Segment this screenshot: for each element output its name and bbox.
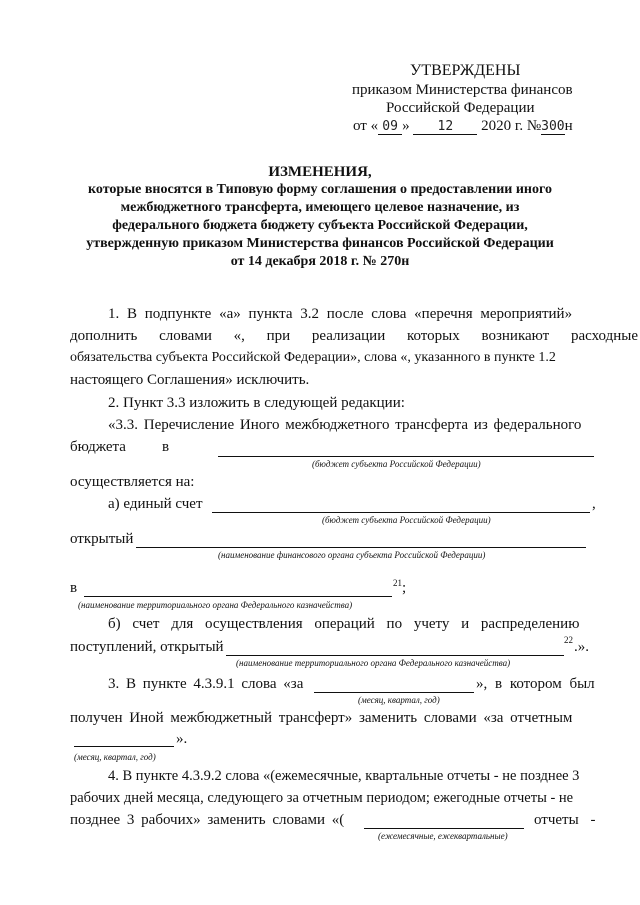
p3-line-3: осуществляется на: <box>70 474 195 490</box>
date-prefix: от « <box>353 118 379 134</box>
item4-line-3b: отчеты - <box>534 812 596 828</box>
caption-period-2: (месяц, квартал, год) <box>74 752 156 762</box>
b-line-1: б) счет для осуществления операций по учету и распределению <box>108 616 580 632</box>
fin-organ-line <box>136 547 586 548</box>
period-line-2 <box>74 746 174 747</box>
opened-label: открытый <box>70 531 134 547</box>
item3-start: 3. В пункте 4.3.9.1 слова «за <box>108 676 304 692</box>
p2: 2. Пункт 3.3 изложить в следующей редакции: <box>108 395 405 411</box>
p1-line-4: настоящего Соглашения» исключить. <box>70 372 310 388</box>
date-day: 09 <box>378 119 402 135</box>
freq-line <box>364 828 524 829</box>
item3-close: ». <box>176 731 188 747</box>
date-mid: » <box>402 118 410 134</box>
footnote-21: 21 <box>393 578 402 588</box>
heading-line-3: федерального бюджета бюджету субъекта Российской Федерации, <box>112 218 528 233</box>
caption-frequency: (ежемесячные, ежеквартальные) <box>378 831 508 841</box>
item4-line-1: 4. В пункте 4.3.9.2 слова «(ежемесячные, квартальные отчеты - не позднее 3 <box>108 768 580 784</box>
heading-line-2: межбюджетного трансферта, имеющего целевое назначение, из <box>120 200 520 215</box>
p3-budget: бюджета <box>70 439 126 455</box>
v-end: ; <box>402 580 407 596</box>
heading-title: ИЗМЕНЕНИЯ, <box>268 164 372 180</box>
item3-end: », в котором был <box>476 676 595 692</box>
treasury-line-1 <box>84 596 392 597</box>
p1-line-2: дополнить словами «, при реализации которых возникают расходные <box>70 328 638 344</box>
caption-treasury-2: (наименование территориального органа Федерального казначейства) <box>236 658 511 668</box>
approval-line2: Российской Федерации <box>386 100 535 116</box>
item4-line-2: рабочих дней месяца, следующего за отчетным периодом; ежегодные отчеты - не <box>70 790 574 806</box>
p1-line-3: обязательства субъекта Российской Федерации», слова «, указанного в пункте 1.2 <box>70 350 556 365</box>
order-suffix: н <box>564 118 573 134</box>
treasury-line-2 <box>226 655 564 656</box>
caption-fin-organ: (наименование финансового органа субъекта Российской Федерации) <box>218 550 486 560</box>
approval-title: УТВЕРЖДЕНЫ <box>410 62 521 79</box>
approval-line1: приказом Министерства финансов <box>352 82 573 98</box>
p3-line-1: «3.3. Перечисление Иного межбюджетного трансферта из федерального <box>108 417 582 433</box>
b-line-2: поступлений, открытый <box>70 639 224 655</box>
approval-date <box>353 118 573 135</box>
date-year: 2020 г. № <box>481 118 542 134</box>
v-label: в <box>70 580 78 596</box>
heading-line-1: которые вносятся в Типовую форму соглашения о предоставлении иного <box>88 182 552 197</box>
account-line <box>212 512 590 513</box>
caption-period-1: (месяц, квартал, год) <box>358 695 440 705</box>
footnote-22: 22 <box>564 635 573 645</box>
p3-in: в <box>162 439 170 455</box>
a-label: а) единый счет <box>108 496 203 512</box>
caption-budget-2: (бюджет субъекта Российской Федерации) <box>322 515 491 525</box>
date-month: 12 <box>413 119 477 135</box>
heading-line-5: от 14 декабря 2018 г. № 270н <box>230 254 410 269</box>
caption-treasury-1: (наименование территориального органа Федерального казначейства) <box>78 600 353 610</box>
item3-line-2: получен Иной межбюджетный трансферт» заменить словами «за отчетным <box>70 710 573 726</box>
order-number: 300 <box>541 119 565 134</box>
period-line-1 <box>314 692 474 693</box>
a-comma: , <box>592 496 596 512</box>
caption-budget-1: (бюджет субъекта Российской Федерации) <box>312 459 481 469</box>
budget-line-1 <box>218 456 594 457</box>
p1-line-1: 1. В подпункте «а» пункта 3.2 после слова «перечня мероприятий» <box>108 306 573 322</box>
heading-line-4: утвержденную приказом Министерства финансов Российской Федерации <box>86 236 554 251</box>
b-end: .». <box>574 639 589 655</box>
item4-line-3a: позднее 3 рабочих» заменить словами «( <box>70 812 345 828</box>
